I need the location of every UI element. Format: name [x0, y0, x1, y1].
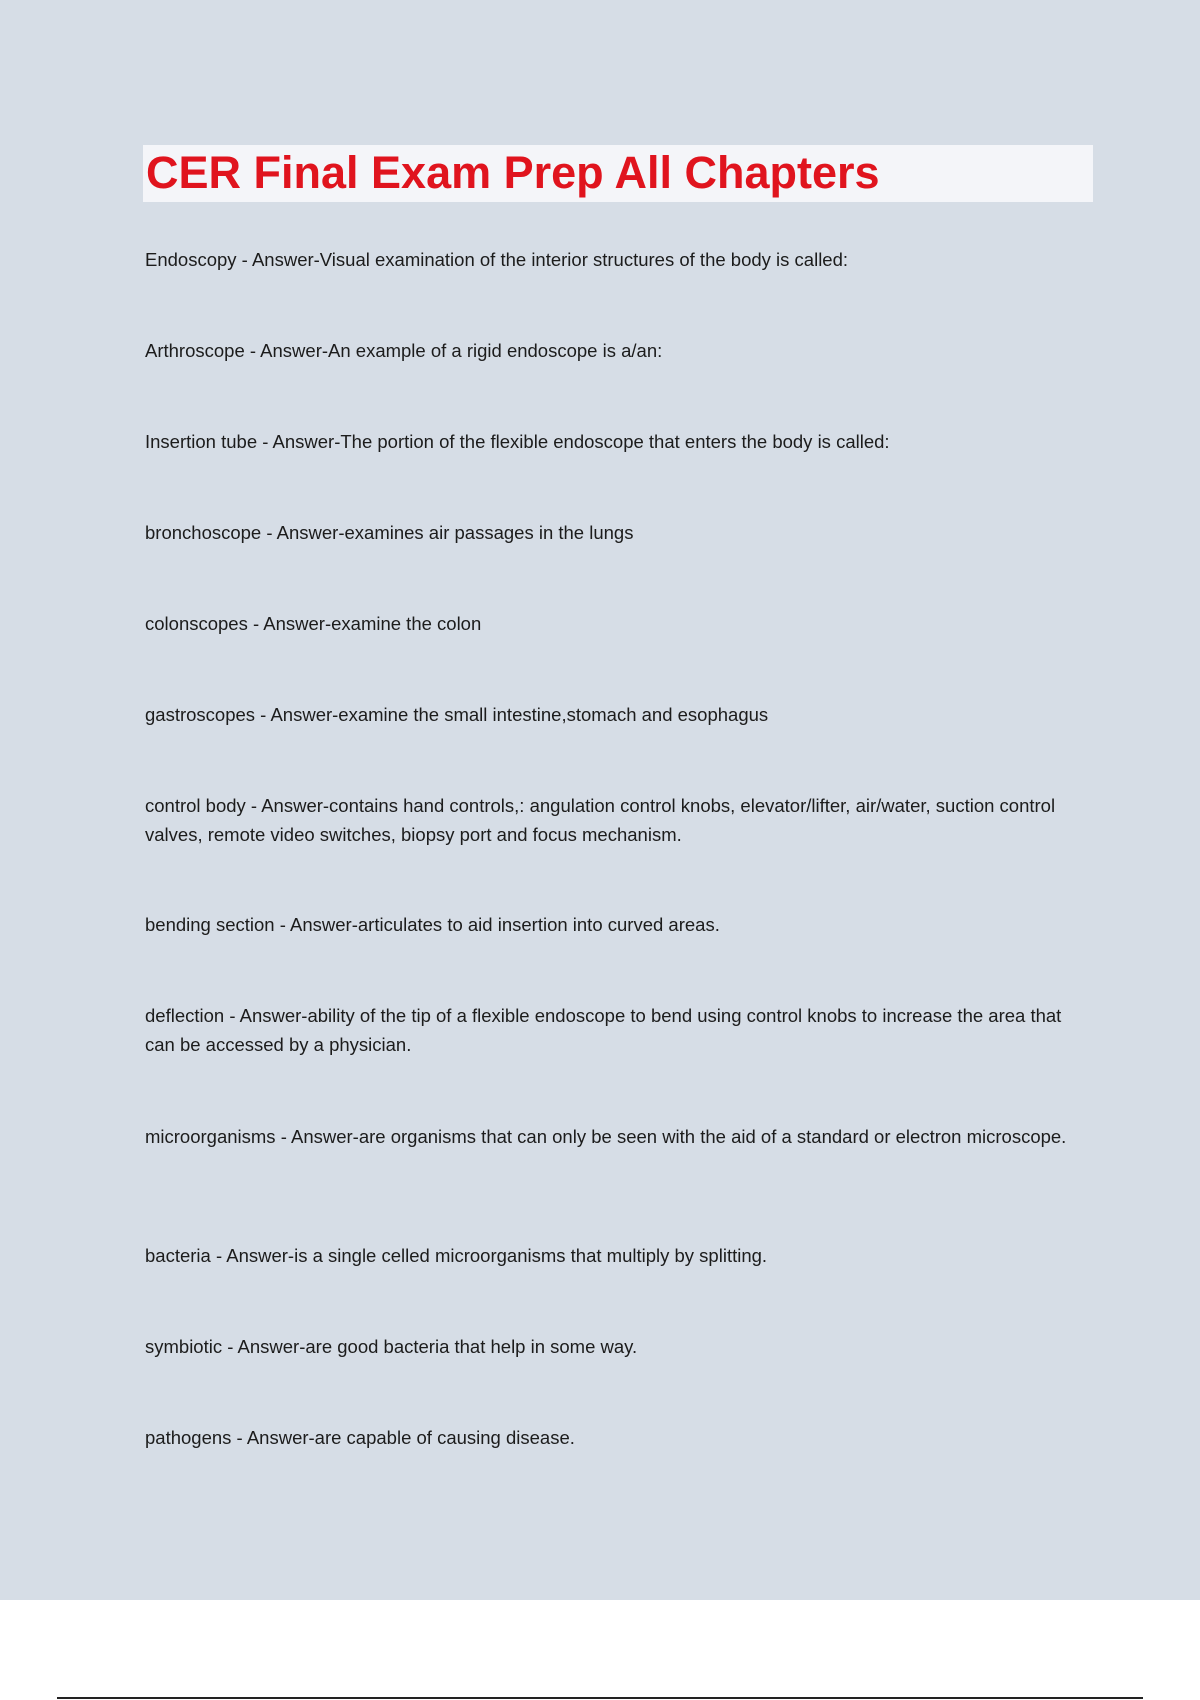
qa-entry-gastroscopes: gastroscopes - Answer-examine the small intestine,stomach and esophagus [145, 704, 769, 725]
qa-entry-bacteria: bacteria - Answer-is a single celled microorganisms that multiply by splitting. [145, 1245, 768, 1266]
qa-entry-bronchoscope: bronchoscope - Answer-examines air passages in the lungs [145, 522, 634, 543]
qa-entry-microorganisms: microorganisms - Answer-are organisms that can only be seen with the aid of a standard or electron microscope. [145, 1126, 1067, 1147]
page-title: CER Final Exam Prep All Chapters [146, 147, 880, 198]
qa-entry-colonscopes: colonscopes - Answer-examine the colon [145, 613, 482, 634]
qa-entry-control-body: control body - Answer-contains hand controls,: angulation control knobs, elevator/lifter, air/water, suction control valves, remote video switches, biopsy port and focus mechanism. [145, 795, 1056, 845]
qa-entry-insertion-tube: Insertion tube - Answer-The portion of the flexible endoscope that enters the body is called: [145, 431, 890, 452]
qa-entry-bending-section: bending section - Answer-articulates to aid insertion into curved areas. [145, 914, 720, 935]
qa-entry-pathogens: pathogens - Answer-are capable of causing disease. [145, 1427, 575, 1448]
footer-divider [57, 1697, 1143, 1699]
qa-entry-arthroscope: Arthroscope - Answer-An example of a rigid endoscope is a/an: [145, 340, 663, 361]
qa-entry-deflection: deflection - Answer-ability of the tip of a flexible endoscope to bend using control knobs to increase the area that can be accessed by a physician. [145, 1005, 1062, 1055]
qa-entry-endoscopy: Endoscopy - Answer-Visual examination of the interior structures of the body is called: [145, 249, 849, 270]
title-banner [143, 145, 1093, 202]
qa-entry-symbiotic: symbiotic - Answer-are good bacteria that help in some way. [145, 1336, 638, 1357]
